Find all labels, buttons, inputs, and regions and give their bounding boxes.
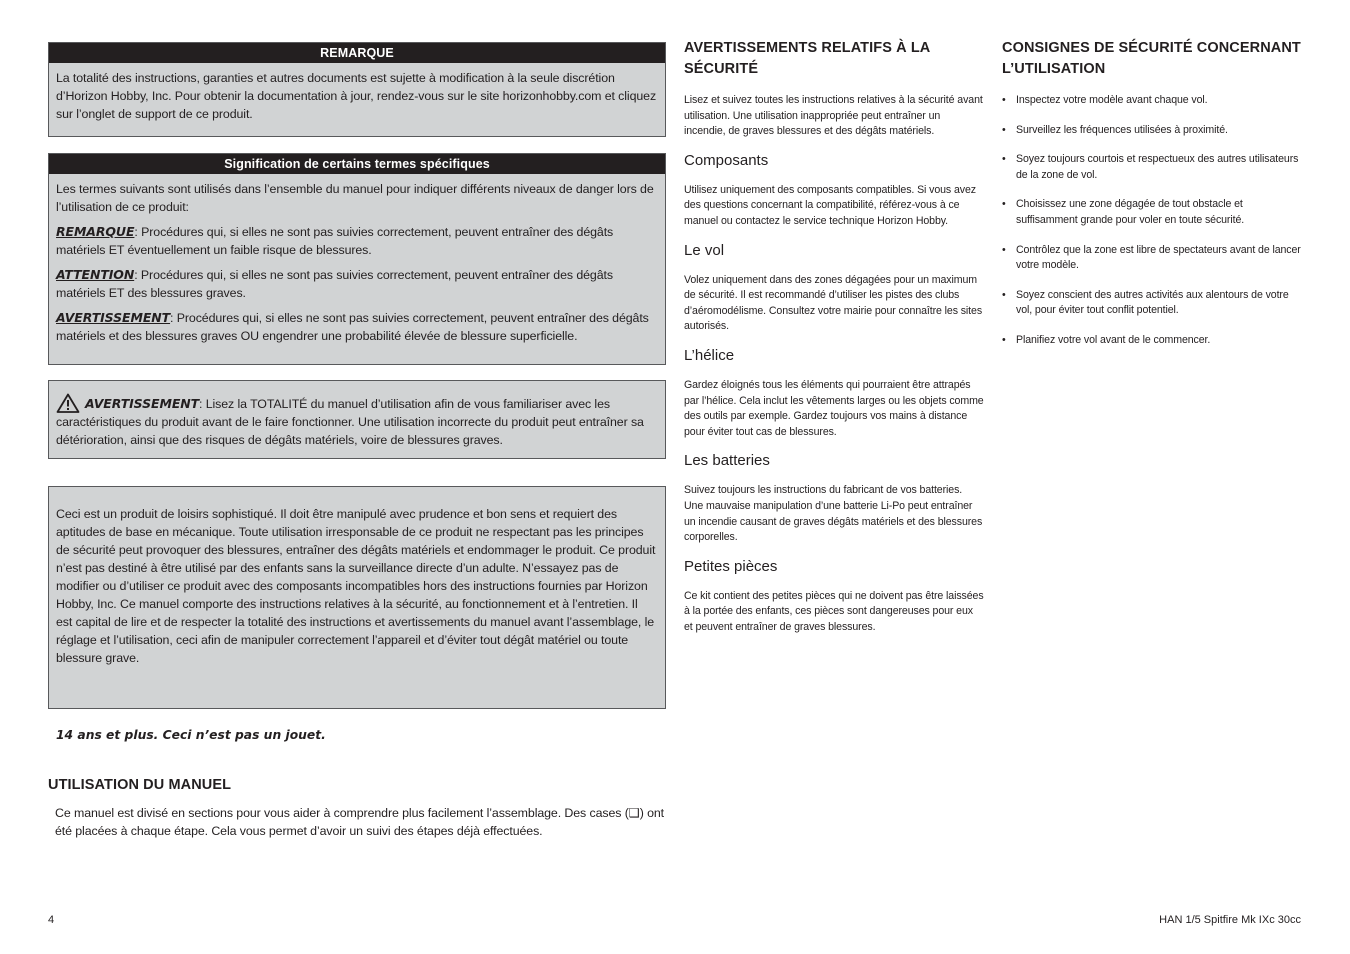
warning-box xyxy=(48,380,666,459)
warning-term: AVERTISSEMENT xyxy=(85,396,200,411)
usage-title: UTILISATION DU MANUEL xyxy=(48,777,232,793)
section-heading: Le vol xyxy=(684,241,725,259)
term-label: ATTENTION xyxy=(56,267,135,282)
term-definition xyxy=(56,309,657,345)
consignes-list xyxy=(1002,93,1302,349)
terms-intro: Les termes suivants sont utilisés dans l’ensemble du manuel pour indiquer différents niveaux de danger lors de l’utilisation de ce produit: xyxy=(56,182,654,214)
warning-text: : Lisez la TOTALITÉ du manuel d’utilisation afin de vous familiariser avec les caractéristiques du produit avant de le faire fonctionner. Une utilisation incorrecte du produit peut entraîner sa détérioration, ainsi que des risques de dégâts matériels, voire de blessures graves. xyxy=(56,397,644,447)
list-item: • Choisissez une zone dégagée de tout obstacle et suffisamment grande pour voler en toute sécurité. xyxy=(1002,197,1302,228)
list-item: • Planifiez votre vol avant de le commencer. xyxy=(1002,333,1302,349)
list-item: • Inspectez votre modèle avant chaque vol. xyxy=(1002,93,1302,109)
middle-column xyxy=(684,38,984,635)
section-heading: Petites pièces xyxy=(684,557,778,575)
section-heading: Composants xyxy=(684,151,769,169)
right-column xyxy=(1002,38,1302,363)
section-text: Gardez éloignés tous les éléments qui pourraient être attrapés par l’hélice. Cela inclut les vêtements larges ou les objets comme des outils par exemple. Gardez toujours vos mains à distance pour éviter tout cas de blessures. xyxy=(684,378,984,438)
safety-title: AVERTISSEMENTS RELATIFS À LA SÉCURITÉ xyxy=(684,40,930,77)
product-info-box xyxy=(48,486,666,709)
section-text: Utilisez uniquement des composants compatibles. Si vous avez des questions concernant la compatibilité, référez-vous à ce manuel ou contactez le service technique Horizon Hobby. xyxy=(684,183,976,227)
section-text: Volez uniquement dans des zones dégagées pour un maximum de sécurité. Il est recommandé d’utiliser les pistes des clubs d’aéromodélisme. Consultez votre mairie pour connaître les sites autorisés. xyxy=(684,273,983,333)
safety-intro: Lisez et suivez toutes les instructions relatives à la sécurité avant utilisation. Une utilisation inappropriée peut entraîner un incendie, de graves blessures et des dégâts matériels. xyxy=(684,94,983,138)
section-text: Suivez toujours les instructions du fabricant de vos batteries. Une mauvaise manipulation d’une batterie Li-Po peut entraîner un incendie causant de graves dégâts matériels et des blessures corporelles. xyxy=(684,484,983,544)
page-number: 4 xyxy=(48,914,55,926)
product-info-text: Ceci est un produit de loisirs sophistiqué. Il doit être manipulé avec prudence et bon sens et requiert des aptitudes de base en mécanique. Toute utilisation irresponsable de ce produit ne respectant pas les principes de sécurité peut provoquer des blessures, entraîner des dégâts matériels et endommager le produit. Ce produit n’est pas destiné à être utilisé par des enfants sans la surveillance directe d’un adulte. N’essayez pas de modifier ou d’utiliser ce produit avec des composants incompatibles hors des instructions fournies par Horizon Hobby, Inc. Ce manuel comporte des instructions relatives à la sécurité, au fonctionnement et à l’entretien. Il est capital de lire et de respecter la totalité des instructions et avertissements du manuel avant l’assemblage, le réglage et l’utilisation, ceci afin de manipuler correctement l’appareil et d’éviter tout dégât matériel ou toute blessure grave. xyxy=(56,507,656,665)
usage-text: Ce manuel est divisé en sections pour vous aider à comprendre plus facilement l’assemblage. Des cases (❑) ont été placées à chaque étape. Cela vous permet d’avoir un suivi des étapes déjà effectuées. xyxy=(55,806,665,838)
consignes-title: CONSIGNES DE SÉCURITÉ CONCERNANT L’UTILISATION xyxy=(1002,40,1301,77)
section-heading: L’hélice xyxy=(684,346,735,364)
section-heading: Les batteries xyxy=(684,452,770,470)
remarque-text: La totalité des instructions, garanties et autres documents est sujette à modification à la seule discrétion d’Horizon Hobby, Inc. Pour obtenir la documentation à jour, rendez-vous sur le site horizonhobby.com et cliquez sur l’onglet de support de ce produit. xyxy=(56,71,657,121)
term-text: : Procédures qui, si elles ne sont pas suivies correctement, peuvent entraîner des dégâts matériels ET des blessures graves. xyxy=(56,268,613,300)
list-item: • Contrôlez que la zone est libre de spectateurs avant de lancer votre modèle. xyxy=(1002,243,1302,274)
remarque-header: REMARQUE xyxy=(49,43,665,63)
remarque-box xyxy=(48,42,666,137)
term-label: AVERTISSEMENT xyxy=(56,310,171,325)
term-text: : Procédures qui, si elles ne sont pas suivies correctement, peuvent entraîner des dégâts matériels et des blessures graves OU engendrer une probabilité élevée de blessure superficielle. xyxy=(56,311,649,343)
terms-meaning-body xyxy=(49,174,665,355)
warning-triangle-icon xyxy=(56,393,80,413)
section-text: Ce kit contient des petites pièces qui ne doivent pas être laissées à la portée des enfants, ces pièces sont dangereuses pour eux et peuvent entraîner de graves blessures. xyxy=(684,589,984,633)
age-note: 14 ans et plus. Ceci n’est pas un jouet. xyxy=(56,728,326,742)
term-definition xyxy=(56,223,657,259)
list-item: • Surveillez les fréquences utilisées à proximité. xyxy=(1002,123,1302,139)
term-text: : Procédures qui, si elles ne sont pas suivies correctement, peuvent entraîner des dégâts matériels ET éventuellement un faible risque de blessures. xyxy=(56,225,614,257)
list-item: • Soyez toujours courtois et respectueux des autres utilisateurs de la zone de vol. xyxy=(1002,152,1302,183)
warning-body xyxy=(49,381,665,459)
term-label: REMARQUE xyxy=(56,224,135,239)
terms-meaning-box xyxy=(48,153,666,365)
document-title: HAN 1/5 Spitfire Mk IXc 30cc xyxy=(1159,914,1301,926)
term-definition xyxy=(56,266,657,302)
left-column xyxy=(48,42,666,840)
list-item: • Soyez conscient des autres activités aux alentours de votre vol, pour éviter tout conflit potentiel. xyxy=(1002,288,1302,319)
terms-meaning-header: Signification de certains termes spécifiques xyxy=(49,154,665,174)
